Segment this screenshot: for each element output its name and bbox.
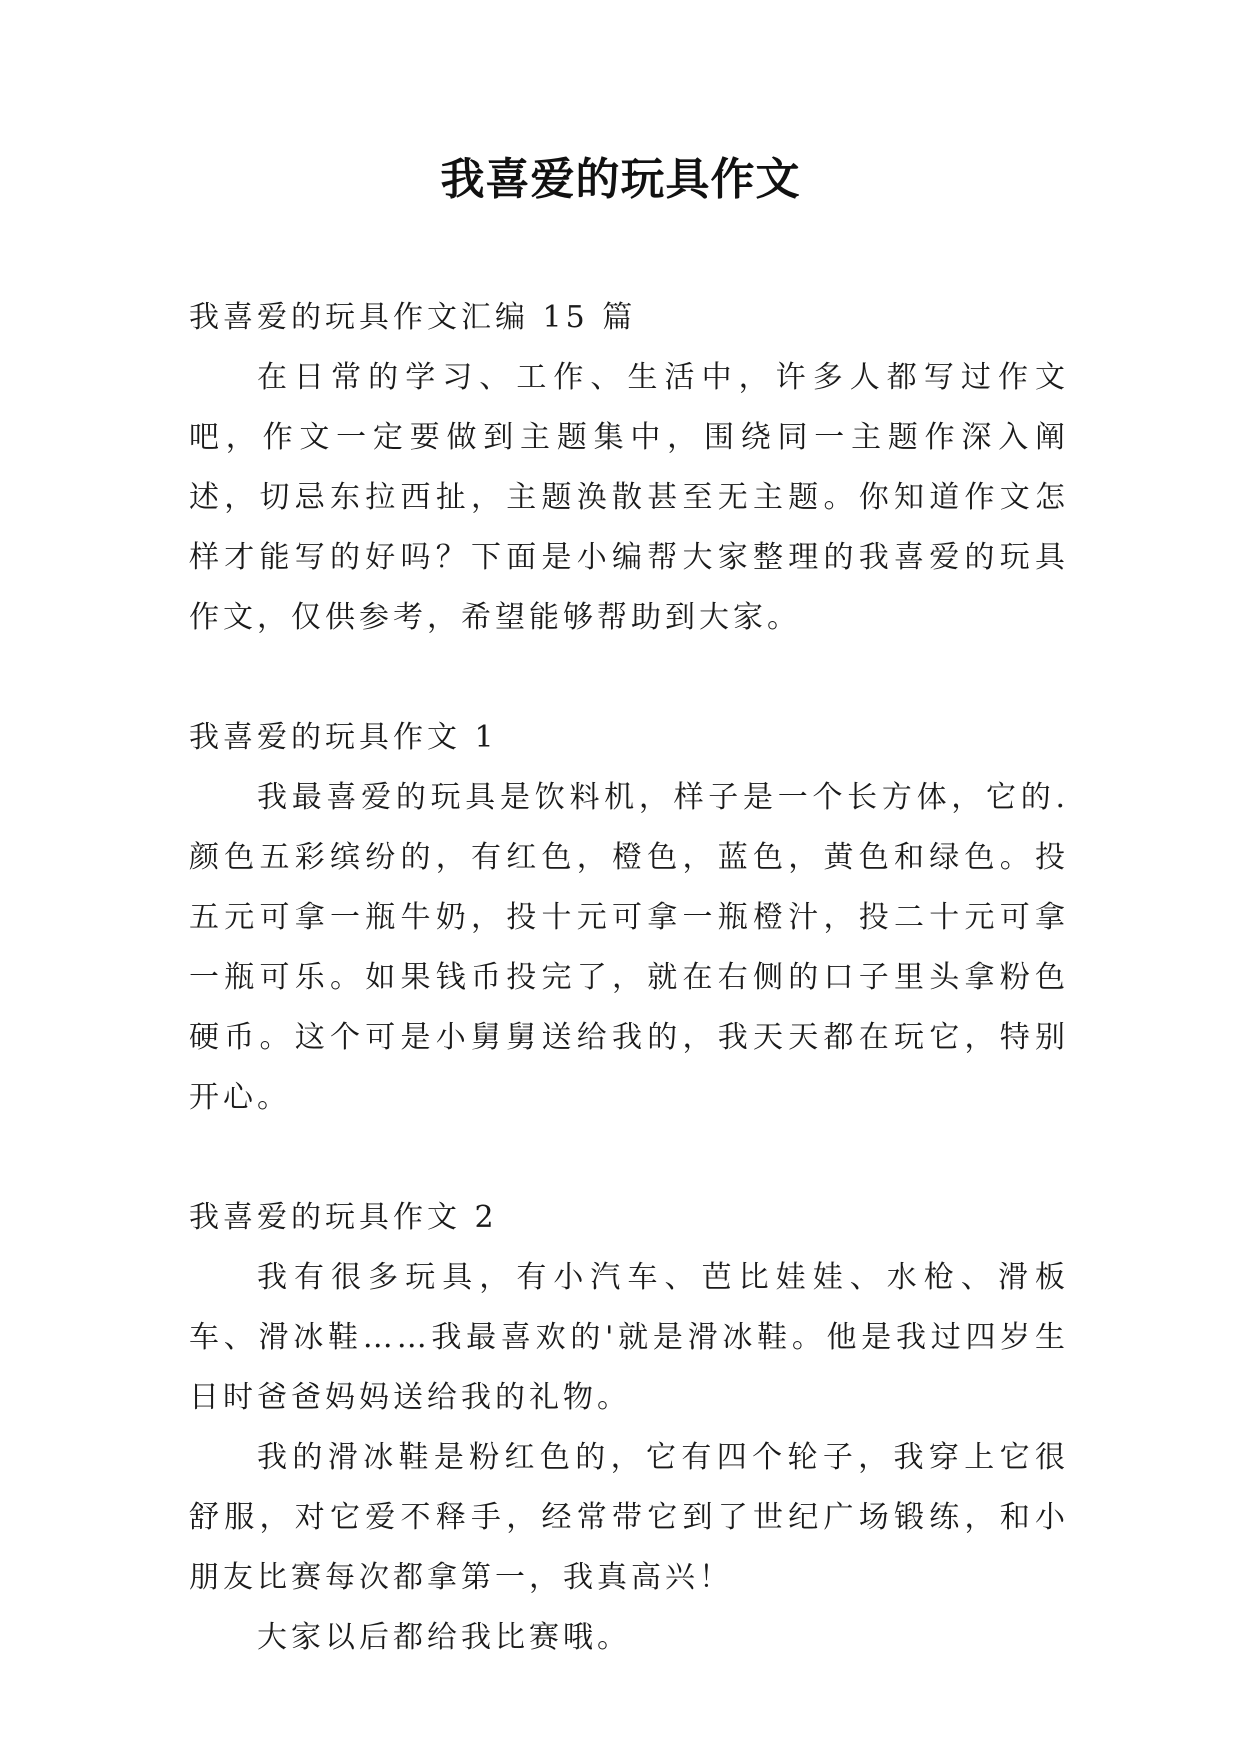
section-heading: 我喜爱的玩具作文 2 xyxy=(189,1200,498,1235)
essay-section-1 xyxy=(189,708,1069,1128)
intro-paragraph: 在日常的学习、工作、生活中，许多人都写过作文吧，作文一定要做到主题集中，围绕同一主题作深入阐述，切忌东拉西扯，主题涣散甚至无主题。你知道作文怎样才能写的好吗？下面是小编帮大家整理的我喜爱的玩具作文，仅供参考，希望能够帮助到大家。 xyxy=(189,360,1069,635)
section-paragraph: 我的滑冰鞋是粉红色的，它有四个轮子，我穿上它很舒服，对它爱不释手，经常带它到了世纪广场锻练，和小朋友比赛每次都拿第一，我真高兴！ xyxy=(189,1440,1069,1595)
document-title: 我喜爱的玩具作文 xyxy=(440,154,801,205)
section-paragraph: 大家以后都给我比赛哦。 xyxy=(257,1620,631,1655)
essay-section-2 xyxy=(189,1188,1069,1668)
section-paragraph: 我最喜爱的玩具是饮料机，样子是一个长方体，它的.颜色五彩缤纷的，有红色，橙色，蓝色，黄色和绿色。投五元可拿一瓶牛奶，投十元可拿一瓶橙汁，投二十元可拿一瓶可乐。如果钱币投完了，就在右侧的口子里头拿粉色硬币。这个可是小舅舅送给我的，我天天都在玩它，特别开心。 xyxy=(189,780,1069,1115)
section-paragraph: 我有很多玩具，有小汽车、芭比娃娃、水枪、滑板车、滑冰鞋……我最喜欢的'就是滑冰鞋。他是我过四岁生日时爸爸妈妈送给我的礼物。 xyxy=(189,1260,1069,1415)
document-subtitle: 我喜爱的玩具作文汇编 15 篇 xyxy=(189,300,637,335)
document-body xyxy=(189,288,1069,1668)
section-heading: 我喜爱的玩具作文 1 xyxy=(189,720,498,755)
